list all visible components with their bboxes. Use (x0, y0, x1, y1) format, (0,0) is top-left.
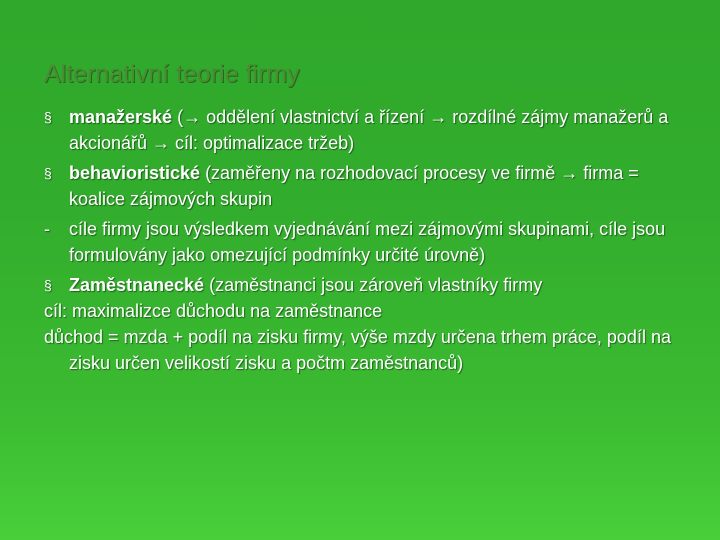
square-bullet-icon: § (44, 277, 52, 293)
item-text: (zaměřeny na rozhodovací procesy ve firmě → firma = koalice zájmových skupin (69, 163, 639, 209)
item-text: cíl: maximalizce důchodu na zaměstnance (44, 301, 383, 321)
item-text: důchod = mzda + podíl na zisku firmy, výše mzdy určena trhem práce, podíl na zisku určen velikostí zisku a počtm zaměstnanců) (44, 327, 671, 373)
item-text: (→ oddělení vlastnictví a řízení → rozdílné zájmy manažerů a akcionářů → cíl: optimalizace tržeb) (69, 107, 669, 153)
list-item-manazerske (44, 104, 684, 156)
item-text: (zaměstnanci jsou zároveň vlastníky firmy (204, 275, 543, 295)
list-item-zamestnanecke (44, 272, 684, 298)
item-heading: manažerské (69, 107, 173, 127)
slide-title: Alternativní teorie firmy (44, 60, 300, 88)
list-item-behavioristicke (44, 160, 684, 212)
slide-content (44, 104, 684, 376)
square-bullet-icon: § (44, 165, 52, 181)
item-heading: behavioristické (69, 163, 201, 183)
item-heading: Zaměstnanecké (69, 275, 205, 295)
item-text: cíle firmy jsou výsledkem vyjednávání mezi zájmovými skupinami, cíle jsou formulovány jako omezující podmínky určité úrovně) (69, 219, 666, 265)
dash-bullet-icon: - (44, 219, 50, 239)
list-item-cil (44, 298, 684, 324)
list-item-cile-firmy (44, 216, 684, 268)
square-bullet-icon: § (44, 109, 52, 125)
list-item-duchod (44, 324, 684, 376)
